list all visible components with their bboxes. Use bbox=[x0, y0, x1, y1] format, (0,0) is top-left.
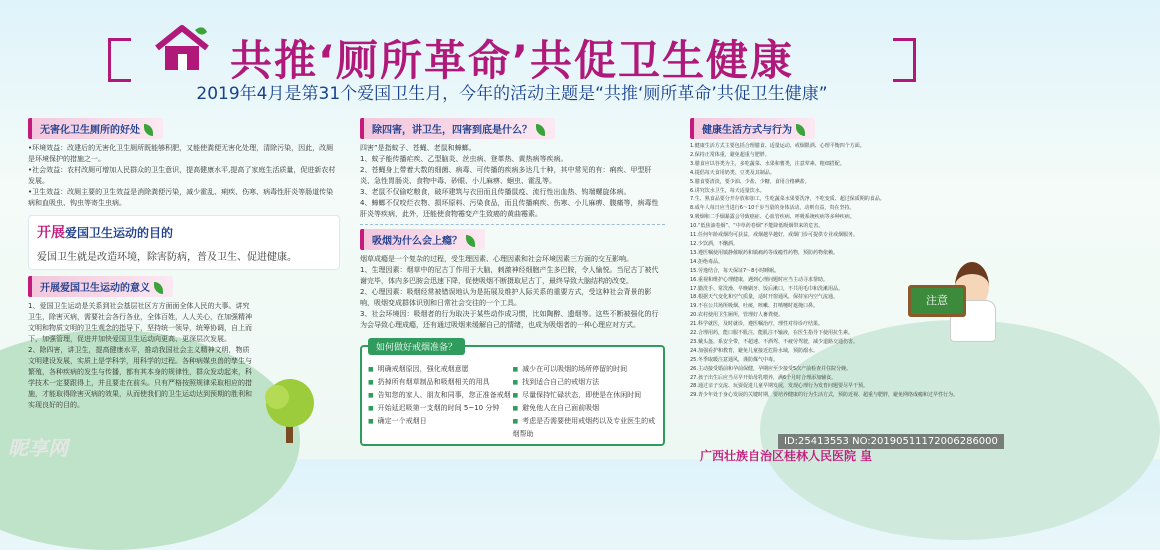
list-item: 22.合理用药，能口服不肌注，能肌注不输液，在医生指导下使用抗生素。 bbox=[690, 330, 853, 337]
middle-column bbox=[360, 118, 665, 446]
divider bbox=[360, 224, 665, 225]
list-item: 1.健康生活方式主要包括合理膳食、适量运动、戒烟限酒、心理平衡四个方面。 bbox=[690, 143, 865, 149]
leaf-icon bbox=[466, 235, 475, 247]
section-heading: 无害化卫生厕所的好处 bbox=[28, 118, 163, 139]
tip-item: ■ 考虑是否需要使用戒烟药以及专业医生的戒烟帮助 bbox=[513, 415, 658, 440]
section-text bbox=[28, 143, 340, 209]
leaf-icon bbox=[536, 124, 545, 136]
section-heading: 开展爱国卫生运动的意义 bbox=[28, 276, 173, 297]
section-heading: 除四害，讲卫生，四害到底是什么？ bbox=[360, 118, 555, 139]
list-item: 18.根据天气变化和空气质量，适时开窗通风，保持室内空气流通。 bbox=[690, 294, 838, 301]
left-column bbox=[28, 118, 340, 411]
list-item: 1、蚊子能传播疟疾、乙型脑炎、丝虫病、登革热、黄热病等疾病。 bbox=[360, 155, 568, 163]
list-item: 16.重视和维护心理健康，遇到心理问题时应当主动寻求帮助。 bbox=[690, 276, 828, 283]
tip-item: ■ 避免他人在自己面前吸烟 bbox=[513, 402, 658, 415]
list-item: 15.劳逸结合，每天保证7～8小时睡眠。 bbox=[690, 267, 780, 274]
list-item: 25.冬季取暖注意通风，谨防煤气中毒。 bbox=[690, 356, 778, 363]
list-item: 四害”是指蚊子、苍蝇、老鼠和蟑螂。 bbox=[360, 144, 476, 152]
list-item: 10.“低焦油卷烟”、“中草药卷烟”不能降低吸烟带来的危害。 bbox=[690, 223, 824, 230]
list-item: 8.成年人每日应当进行6～10千步当量的身体活动，动则有益，贵在坚持。 bbox=[690, 205, 855, 212]
quit-smoking-box bbox=[360, 345, 665, 446]
tip-item: ■ 找到适合自己的戒烟方法 bbox=[513, 376, 658, 389]
list-item: 2.保持正常体重，避免超重与肥胖。 bbox=[690, 151, 770, 158]
tip-item: ■ 开始延迟吸第一支烟的时间 5~10 分钟 bbox=[368, 402, 513, 415]
tip-item: ■ 明确戒烟原因，强化戒烟意愿 bbox=[368, 363, 513, 376]
list-item: 2、苍蝇身上带着大数的细菌、病毒、可传播的疾病多达几十种，其中常见的有：痢疾、甲型肝炎、急性胃肠炎、食物中毒、砂眼、小儿麻痹、蛔虫、霍乱等。 bbox=[360, 166, 652, 185]
list-item: 14.拒绝毒品。 bbox=[690, 258, 723, 265]
tip-item: ■ 告知您的家人、朋友和同事，您正准备戒烟 bbox=[368, 389, 513, 402]
feature-box bbox=[28, 215, 340, 270]
leaf-icon bbox=[796, 124, 805, 136]
watermark-id: ID:25413553 NO:20190511172006286000 bbox=[778, 434, 1004, 449]
tip-item: ■ 减少在可以吸烟的场所停留的时间 bbox=[513, 363, 658, 376]
list-item: 4.提倡每天食用奶类、豆类及其制品。 bbox=[690, 169, 775, 176]
list-item: 5.膳食要清淡，要少油、少盐、少糖，食用合格碘盐。 bbox=[690, 178, 810, 185]
leaf-icon bbox=[144, 124, 153, 136]
list-item: 9.吸烟和二手烟暴露会导致癌症、心血管疾病、呼吸系统疾病等多种疾病。 bbox=[690, 214, 855, 221]
list-item: •社会效益：农村改厕可增加人民群众的卫生意识，提高健康水平,提高了家庭生活质量，促进新农村发展。 bbox=[28, 166, 336, 185]
section-text bbox=[360, 254, 665, 331]
list-item: •环境效益：改建后的无害化卫生厕所既能够积肥，又能使粪便无害化处理，清除污染，因此，改厕是环境保护的措施之一。 bbox=[28, 144, 334, 163]
tips-grid bbox=[368, 363, 657, 440]
list-item: 6.讲究饮水卫生，每天适量饮水。 bbox=[690, 187, 765, 194]
feature-title: 开展爱国卫生运动的目的 bbox=[37, 225, 174, 241]
section-text bbox=[360, 143, 665, 220]
list-item: 27.孩子出生后应当尽早开始母乳喂养，满6个月时合理添加辅食。 bbox=[690, 374, 837, 381]
list-item: 28.通过亲子交流、玩耍促进儿童早期发展，发现心理行为发育问题要尽早干预。 bbox=[690, 383, 868, 390]
feature-body: 爱国卫生就是改造环境，除害防病，普及卫生、促进健康。 bbox=[37, 252, 297, 263]
list-item: 11.任何年龄戒烟均可获益，戒烟越早越好，戒烟门诊可提供专业戒烟服务。 bbox=[690, 232, 858, 239]
list-item: 24.加强看护和教育，避免儿童接近危险水域，预防溺水。 bbox=[690, 347, 818, 354]
watermark-logo: 昵享网 bbox=[8, 436, 68, 460]
section-heading: 健康生活方式与行为 bbox=[690, 118, 815, 139]
section-text bbox=[28, 301, 253, 411]
tree-illustration bbox=[255, 375, 325, 449]
list-item: 7.生、熟食品要分开存放和加工，生吃蔬菜水果要洗净，不吃变质、超过保质期的食品。 bbox=[690, 196, 885, 203]
list-item: 2、心理因素：吸烟经常被错误地认为是拓展及维护人际关系的重要方式，受这种社会背景的影响，吸烟变成群体识别和日常社会交往的一个工具。 bbox=[360, 288, 652, 307]
list-item: 1、爱国卫生运动是关系到社会基层社区方方面面全体人民的大事。讲究卫生，除害灭病，需要社会各行各业，全体百姓，人人关心，在加强精神文明和物质文明的卫生观念的指导下，坚持统一领导，统筹协调，自上而下，加强管理，促进并加快爱国卫生运动向更高、更深层次发展。 bbox=[28, 302, 252, 343]
list-item: •卫生效益：改厕主要的卫生效益是消除粪便污染，减少霍乱、痢疾、伤寒、病毒性肝炎等肠道传染病和血吸虫、钩虫等寄生虫病。 bbox=[28, 188, 334, 207]
list-item: 12.少饮酒，不酗酒。 bbox=[690, 240, 738, 247]
section-text bbox=[690, 142, 958, 400]
list-item: 20.农村使用卫生厕所，管理好人畜粪便。 bbox=[690, 312, 783, 319]
list-item: 21.科学就医，及时就诊，遵医嘱治疗，理性对待诊疗结果。 bbox=[690, 321, 823, 328]
list-item: 19.不在公共场所吸烟、吐痰，咳嗽、打喷嚏时遮掩口鼻。 bbox=[690, 303, 818, 310]
list-item: 3、社会环境因：吸烟者的行为取决于某些动作成习惯，比如陶醉、遗烟等。这些不断被强化的行为会导致心理成瘾，还有通过吸烟来缓解自己的情绪，也成为吸烟者的一种心理应对方式。 bbox=[360, 310, 659, 329]
list-item: 23.戴头盔、系安全带，不超速、不酒驾、不疲劳驾驶，减少道路交通伤害。 bbox=[690, 338, 858, 345]
tip-item: ■ 扔掉所有烟草制品和吸烟相关的用具 bbox=[368, 376, 513, 389]
right-column bbox=[690, 118, 958, 400]
section-heading: 吸烟为什么会上瘾？ bbox=[360, 229, 485, 250]
list-item: 1、生理因素：烟草中的尼古丁作用于大脑，刺激神经细胞产生多巴胺，令人愉悦。当尼古丁被代谢完毕，体内多巴胺会迅速下降，促使吸烟不断摄取尼古丁，最终导致大脑结构的改变。 bbox=[360, 266, 659, 285]
page-subtitle: 2019年4月是第31个爱国卫生月，今年的活动主题是“共推‘厕所革命’共促卫生健康” bbox=[196, 84, 828, 104]
bottom-caption: 广西壮族自治区桂林人民医院 皇 bbox=[700, 449, 873, 463]
list-item: 26.主动接受婚前和孕前保健，孕期应至少接受5次产前检查并住院分娩。 bbox=[690, 365, 852, 372]
list-item: 4、蟑螂不仅咬烂衣物、损坏原料、污染食品，而且传播痢疾、伤寒、小儿麻痹、腹痛等，病毒性肝炎等疾病，此外，还能使食物霉变产生致癌的黄曲霉素。 bbox=[360, 199, 659, 218]
list-item: 29.青少年处于身心发展的关键时期，要培养健康的行为生活方式，预防近视、超重与肥胖，避免网络成瘾和过早性行为。 bbox=[690, 392, 958, 399]
list-item: 17.勤洗手、常洗澡、早晚刷牙、饭后漱口，不共用毛巾和洗漱用品。 bbox=[690, 285, 843, 292]
list-item: 烟草成瘾是一个复杂的过程，受生理因素、心理因素和社会环境因素三方面的交互影响。 bbox=[360, 255, 633, 263]
page-title: 共推‘厕所革命’共促卫生健康 bbox=[230, 36, 794, 85]
list-item: 13.遵医嘱使用镇静催眠药和镇痛药等成瘾性药物，预防药物依赖。 bbox=[690, 249, 838, 256]
notice-board: 注意 bbox=[908, 285, 966, 317]
list-item: 3、老鼠不仅偷吃粮食，破坏建筑与衣田而且传播鼠疫、流行性出血热、钩端螺旋体病。 bbox=[360, 188, 631, 196]
list-item: 3.膳食应以谷类为主，多吃蔬菜、水果和薯类，注意荤素、粗细搭配。 bbox=[690, 160, 845, 167]
tip-item: ■ 尽量保持忙碌状态，即使是在休闲时间 bbox=[513, 389, 658, 402]
list-item: 2、除四害，讲卫生，提高健康水平，推动我国社会主义精神文明，物质文明建设发展，实质上是学科学，用科学的过程。各种病媒虫兽的孳生与繁殖，各种疾病的发生与传播，都有其本身的规律性，群众发动起来，科学技术一定要跟得上，并且要走在前头。只有严格按照规律采取相应的措施，才能取得除害灭病的效果，从而使我们的卫生运动达到预期的胜利和实现良好的目的。 bbox=[28, 346, 252, 409]
leaf-icon bbox=[154, 282, 163, 294]
tip-item: ■ 确定一个戒烟日 bbox=[368, 415, 513, 440]
box-title: 如何做好戒烟准备？ bbox=[368, 338, 465, 355]
